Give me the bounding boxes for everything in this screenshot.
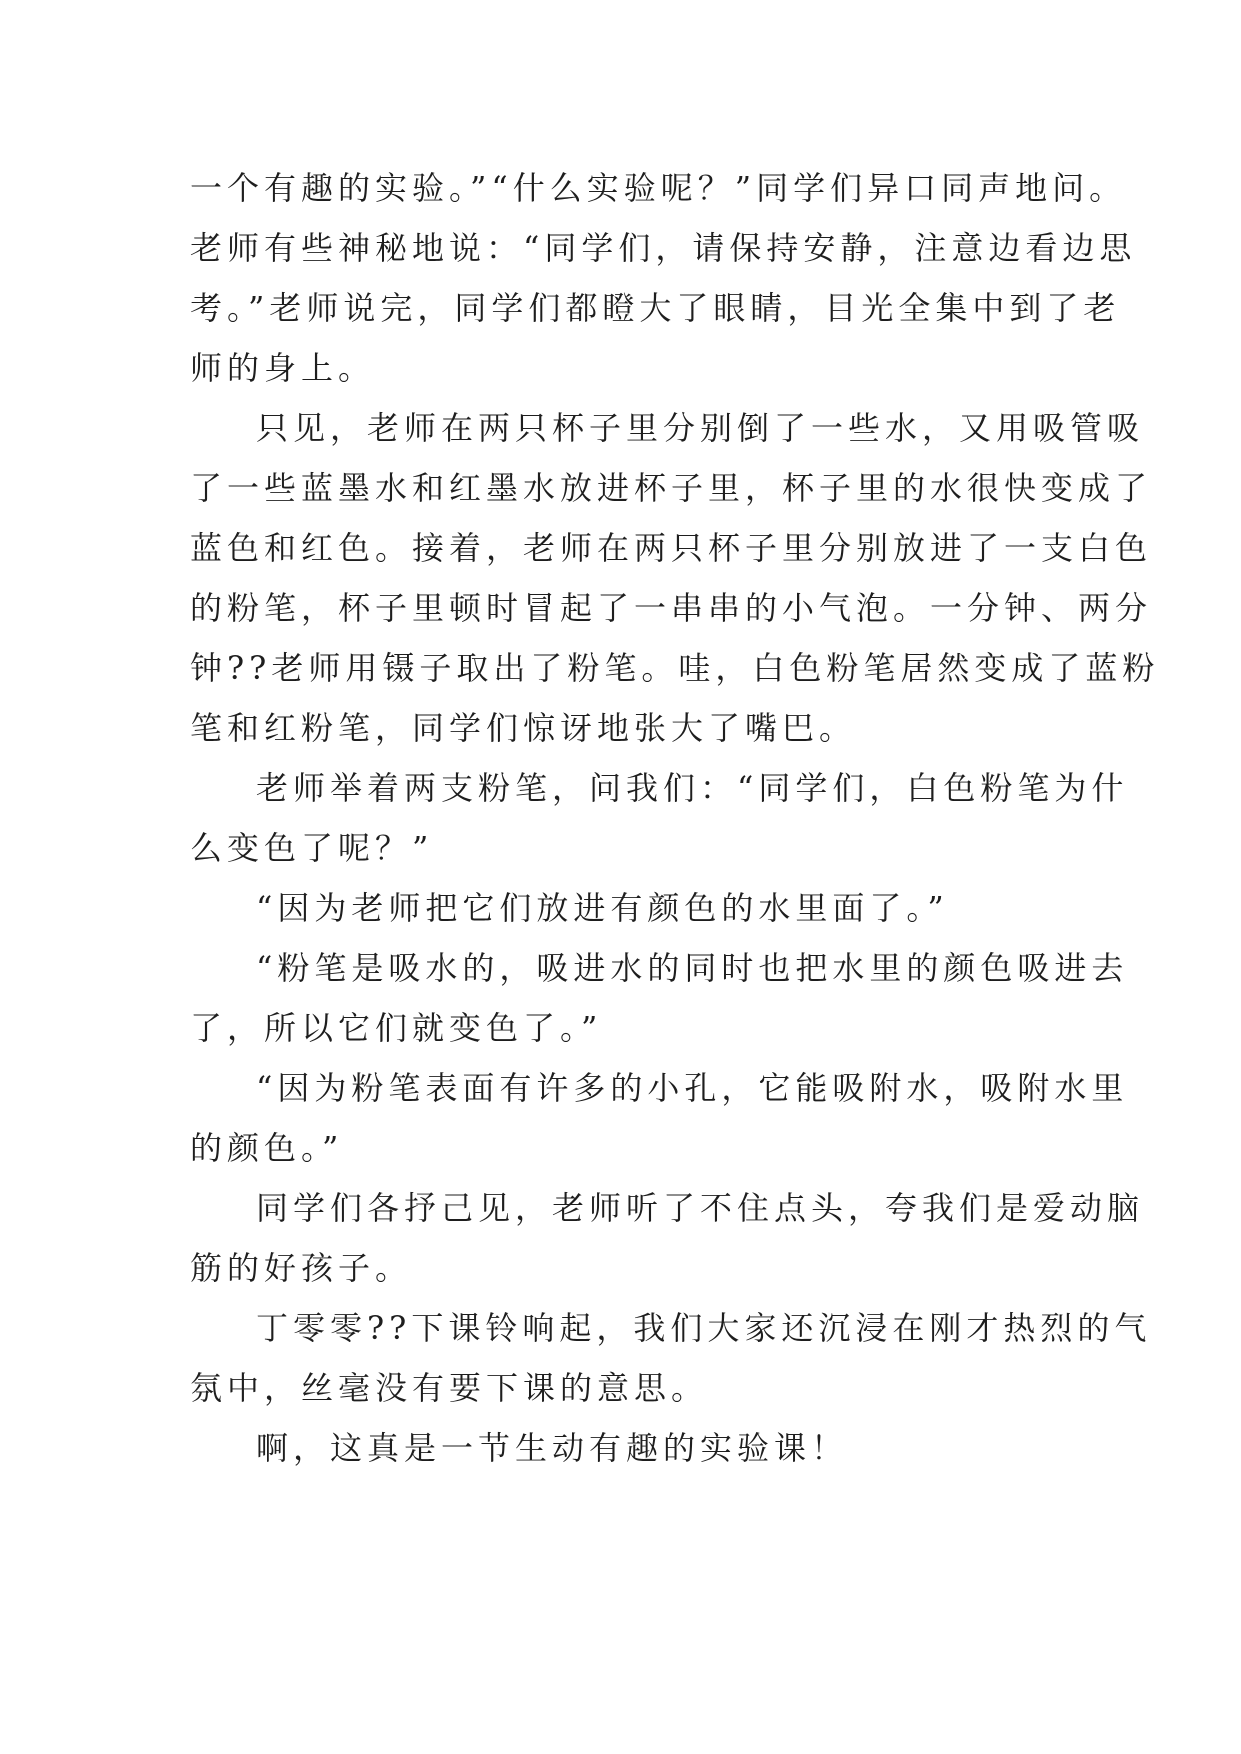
- text-line: 丁零零??下课铃响起，我们大家还沉浸在刚才热烈的气: [256, 1309, 1152, 1347]
- text-line: 了一些蓝墨水和红墨水放进杯子里，杯子里的水很快变成了: [190, 469, 1153, 507]
- text-line: 师的身上。: [190, 349, 376, 387]
- text-line: 筋的好孩子。: [190, 1249, 413, 1287]
- text-line: 的颜色。”: [190, 1129, 344, 1167]
- text-line: 蓝色和红色。接着，老师在两只杯子里分别放进了一支白色: [190, 529, 1153, 567]
- text-line: 氛中，丝毫没有要下课的意思。: [190, 1369, 709, 1407]
- text-line: 了，所以它们就变色了。”: [190, 1009, 603, 1047]
- text-line: 钟??老师用镊子取出了粉笔。哇，白色粉笔居然变成了蓝粉: [190, 649, 1160, 687]
- text-line: 一个有趣的实验。”“什么实验呢？”同学们异口同声地问。: [190, 169, 1127, 207]
- text-line: “因为粉笔表面有许多的小孔，它能吸附水，吸附水里: [256, 1069, 1129, 1107]
- text-line: 同学们各抒己见，老师听了不住点头，夸我们是爱动脑: [256, 1189, 1145, 1227]
- text-line: 笔和红粉笔，同学们惊讶地张大了嘴巴。: [190, 709, 857, 747]
- text-line: “因为老师把它们放进有颜色的水里面了。”: [256, 889, 949, 927]
- text-line: 老师举着两支粉笔，问我们：“同学们，白色粉笔为什: [256, 769, 1129, 807]
- essay-body: [190, 158, 1160, 1478]
- text-line: 么变色了呢？”: [190, 829, 434, 867]
- text-line: “粉笔是吸水的，吸进水的同时也把水里的颜色吸进去: [256, 949, 1129, 987]
- text-line: 的粉笔，杯子里顿时冒起了一串串的小气泡。一分钟、两分: [190, 589, 1153, 627]
- text-line: 考。”老师说完，同学们都瞪大了眼睛，目光全集中到了老: [190, 289, 1121, 327]
- text-line: 啊，这真是一节生动有趣的实验课！: [256, 1429, 849, 1467]
- text-line: 老师有些神秘地说：“同学们，请保持安静，注意边看边思: [190, 229, 1137, 267]
- text-line: 只见，老师在两只杯子里分别倒了一些水，又用吸管吸: [256, 409, 1145, 447]
